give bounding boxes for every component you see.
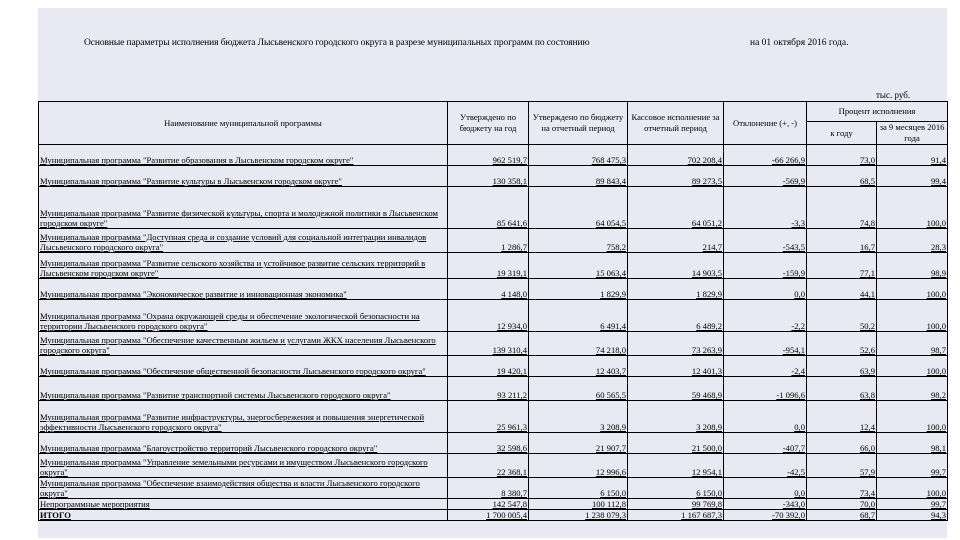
table-row [39, 454, 948, 478]
total-cell-approved-period: 1 238 079,3 [529, 510, 628, 521]
cell-cash-execution: 6 489,2 [628, 300, 724, 332]
header-percent-year: к году [807, 122, 877, 145]
row-name: Муниципальная программа "Доступная среда и создание условий для социальной интеграции инвалидов Лысьвенского городского округа" [39, 229, 448, 253]
cell-approved-year: 130 358,1 [448, 166, 529, 187]
total-row-name: ИТОГО [39, 510, 448, 521]
cell-cash-execution: 12 401,3 [628, 356, 724, 377]
row-name: Муниципальная программа "Обеспечение взаимодействия общества и власти Лысьвенского городского округа" [39, 478, 448, 499]
cell-approved-period: 6 491,4 [529, 300, 628, 332]
cell-percent-year: 63,8 [807, 377, 877, 401]
total-cell-cash-execution: 1 167 687,3 [628, 510, 724, 521]
cell-approved-year: 22 368,1 [448, 454, 529, 478]
table-row [39, 145, 948, 166]
cell-cash-execution: 89 273,5 [628, 166, 724, 187]
cell-approved-period: 12 403,7 [529, 356, 628, 377]
cell-cash-execution: 702 208,4 [628, 145, 724, 166]
cell-approved-year: 25 961,3 [448, 401, 529, 433]
header-percent-9m: за 9 месяцев 2016 года [877, 122, 948, 145]
table-row [39, 300, 948, 332]
cell-approved-year: 142 547,8 [448, 499, 529, 510]
cell-percent-year: 74,8 [807, 187, 877, 229]
cell-approved-period: 6 150,0 [529, 478, 628, 499]
table-row [39, 478, 948, 499]
table-row [39, 377, 948, 401]
cell-percent-year: 16,7 [807, 229, 877, 253]
cell-cash-execution: 12 954,1 [628, 454, 724, 478]
cell-percent-year: 73,4 [807, 478, 877, 499]
cell-approved-period: 21 907,7 [529, 433, 628, 454]
cell-approved-year: 19 319,1 [448, 253, 529, 279]
total-row [39, 510, 948, 521]
table-row [39, 499, 948, 510]
cell-approved-year: 32 598,6 [448, 433, 529, 454]
cell-deviation: -42,5 [724, 454, 807, 478]
cell-deviation: 0,0 [724, 279, 807, 300]
cell-approved-period: 60 565,5 [529, 377, 628, 401]
cell-deviation: -343,0 [724, 499, 807, 510]
cell-deviation: -3,3 [724, 187, 807, 229]
cell-percent-9m: 98,7 [877, 332, 948, 356]
cell-approved-period: 100 112,8 [529, 499, 628, 510]
cell-cash-execution: 59 468,9 [628, 377, 724, 401]
cell-percent-9m: 100,0 [877, 187, 948, 229]
header-deviation: Отклонение (+, -) [724, 102, 807, 145]
row-name: Муниципальная программа "Благоустройство территорий Лысьвенского городского округа" [39, 433, 448, 454]
cell-cash-execution: 73 263,9 [628, 332, 724, 356]
cell-percent-9m: 99,7 [877, 499, 948, 510]
cell-cash-execution: 14 903,5 [628, 253, 724, 279]
cell-percent-9m: 28,3 [877, 229, 948, 253]
table-row [39, 187, 948, 229]
table-row [39, 253, 948, 279]
table-row [39, 401, 948, 433]
cell-approved-period: 89 843,4 [529, 166, 628, 187]
cell-approved-year: 139 310,4 [448, 332, 529, 356]
row-name: Муниципальная программа "Развитие культуры в Лысьвенском городском округе" [39, 166, 448, 187]
table-row [39, 332, 948, 356]
cell-deviation: -543,5 [724, 229, 807, 253]
cell-percent-year: 57,9 [807, 454, 877, 478]
cell-deviation: -1 096,6 [724, 377, 807, 401]
row-name: Муниципальная программа "Обеспечение общественной безопасности Лысьвенского городского округа" [39, 356, 448, 377]
row-name: Непрограммные мероприятия [39, 499, 448, 510]
cell-percent-year: 63,9 [807, 356, 877, 377]
total-cell-percent-9m: 94,3 [877, 510, 948, 521]
cell-deviation: 0,0 [724, 478, 807, 499]
cell-approved-period: 15 063,4 [529, 253, 628, 279]
table-row [39, 356, 948, 377]
cell-percent-9m: 91,4 [877, 145, 948, 166]
cell-percent-9m: 98,9 [877, 253, 948, 279]
cell-percent-9m: 100,0 [877, 300, 948, 332]
cell-approved-year: 12 934,0 [448, 300, 529, 332]
cell-deviation: -66 266,9 [724, 145, 807, 166]
row-name: Муниципальная программа "Развитие инфраструктуры, энергосбережения и повышения энергетической эффективности Лысьвенского городского округа" [39, 401, 448, 433]
cell-deviation: -2,4 [724, 356, 807, 377]
cell-deviation: 0,0 [724, 401, 807, 433]
header-approved-year: Утверждено по бюджету на год [448, 102, 529, 145]
row-name: Муниципальная программа "Развитие сельского хозяйства и устойчивое развитие сельских территорий в Лысьвенском городском округе" [39, 253, 448, 279]
cell-deviation: -407,7 [724, 433, 807, 454]
document-title: Основные параметры исполнения бюджета Лысьвенского городского округа в разрезе муниципальных программ по состоянию [84, 38, 590, 48]
cell-cash-execution: 21 500,0 [628, 433, 724, 454]
total-cell-deviation: -70 392,0 [724, 510, 807, 521]
document-date: на 01 октября 2016 года. [750, 38, 849, 48]
row-name: Муниципальная программа "Экономическое развитие и инновационная экономика" [39, 279, 448, 300]
cell-approved-year: 93 211,2 [448, 377, 529, 401]
cell-approved-period: 768 475,3 [529, 145, 628, 166]
table-row [39, 279, 948, 300]
cell-percent-9m: 98,2 [877, 377, 948, 401]
cell-percent-9m: 99,4 [877, 166, 948, 187]
cell-percent-year: 66,0 [807, 433, 877, 454]
cell-percent-year: 77,1 [807, 253, 877, 279]
row-name: Муниципальная программа "Развитие образования в Лысьвенском городском округе" [39, 145, 448, 166]
row-name: Муниципальная программа "Развитие транспортной системы Лысьвенского городского округа" [39, 377, 448, 401]
cell-approved-year: 85 641,6 [448, 187, 529, 229]
cell-approved-year: 4 148,0 [448, 279, 529, 300]
table-row [39, 229, 948, 253]
cell-cash-execution: 6 150,0 [628, 478, 724, 499]
cell-approved-year: 962 519,7 [448, 145, 529, 166]
total-cell-percent-year: 68,7 [807, 510, 877, 521]
cell-deviation: -159,9 [724, 253, 807, 279]
cell-percent-year: 12,4 [807, 401, 877, 433]
table-row [39, 433, 948, 454]
cell-approved-period: 1 829,9 [529, 279, 628, 300]
cell-percent-year: 52,6 [807, 332, 877, 356]
cell-approved-period: 12 996,6 [529, 454, 628, 478]
total-cell-approved-year: 1 700 005,4 [448, 510, 529, 521]
cell-percent-year: 50,2 [807, 300, 877, 332]
cell-cash-execution: 1 829,9 [628, 279, 724, 300]
cell-cash-execution: 214,7 [628, 229, 724, 253]
row-name: Муниципальная программа "Управление земельными ресурсами и имуществом Лысьвенского городского округа" [39, 454, 448, 478]
cell-approved-year: 1 286,7 [448, 229, 529, 253]
cell-percent-year: 73,0 [807, 145, 877, 166]
row-name: Муниципальная программа "Охрана окружающей среды и обеспечение экологической безопасности на территории Лысьвенского городского округа" [39, 300, 448, 332]
cell-percent-9m: 100,0 [877, 279, 948, 300]
header-approved-period: Утверждено по бюджету на отчетный период [529, 102, 628, 145]
row-name: Муниципальная программа "Обеспечение качественным жильем и услугами ЖКХ населения Лысьвенского городского округа" [39, 332, 448, 356]
units-label: тыс. руб. [876, 90, 911, 100]
cell-approved-period: 74 218,0 [529, 332, 628, 356]
cell-cash-execution: 99 769,8 [628, 499, 724, 510]
cell-approved-period: 64 054,5 [529, 187, 628, 229]
cell-deviation: -569,9 [724, 166, 807, 187]
cell-percent-9m: 100,0 [877, 478, 948, 499]
row-name: Муниципальная программа "Развитие физической культуры, спорта и молодежной политики в Лысьвенском городском округе" [39, 187, 448, 229]
cell-approved-year: 19 420,1 [448, 356, 529, 377]
cell-approved-year: 8 380,7 [448, 478, 529, 499]
header-cash-execution: Кассовое исполнение за отчетный период [628, 102, 724, 145]
cell-cash-execution: 3 208,9 [628, 401, 724, 433]
cell-percent-year: 68,5 [807, 166, 877, 187]
cell-percent-9m: 100,0 [877, 401, 948, 433]
table-row [39, 166, 948, 187]
cell-cash-execution: 64 051,2 [628, 187, 724, 229]
header-name: Наименование муниципальной программы [39, 102, 448, 145]
cell-approved-period: 3 208,9 [529, 401, 628, 433]
cell-deviation: -954,1 [724, 332, 807, 356]
cell-deviation: -2,2 [724, 300, 807, 332]
cell-percent-9m: 99,7 [877, 454, 948, 478]
cell-percent-9m: 98,1 [877, 433, 948, 454]
cell-approved-period: 758,2 [529, 229, 628, 253]
cell-percent-year: 44,1 [807, 279, 877, 300]
cell-percent-9m: 100,0 [877, 356, 948, 377]
budget-table [38, 101, 948, 521]
cell-percent-year: 70,0 [807, 499, 877, 510]
header-percent-group: Процент исполнения [807, 102, 948, 122]
